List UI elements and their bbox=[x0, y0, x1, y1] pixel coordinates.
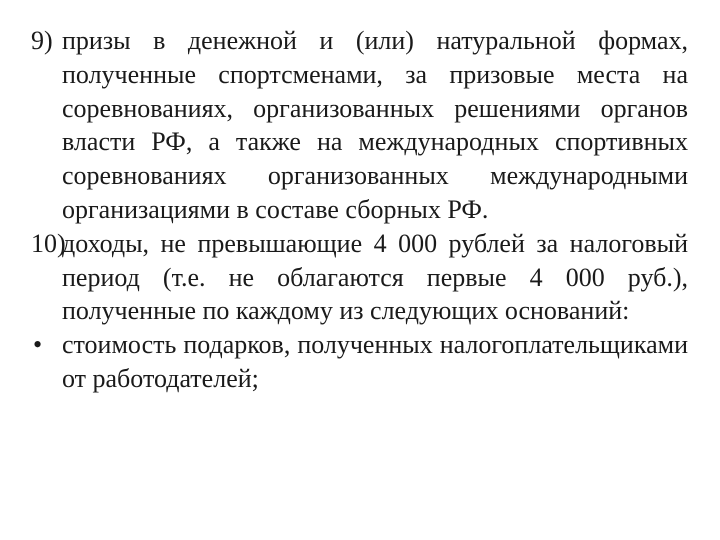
list-item-9-text: призы в денежной и (или) натуральной формах, полученные спортсменами, за призовые места на соревнованиях, организованных решениями органов власти РФ, а также на международных спортивных соревнованиях организованных международными организациями в составе сборных РФ. bbox=[62, 26, 688, 224]
bullet-item bbox=[0, 328, 720, 396]
list-item-10-text: доходы, не превышающие 4 000 рублей за налоговый период (т.е. не облагаются первые 4 000 руб.), полученные по каждому из следующих оснований: bbox=[62, 228, 688, 326]
list-number-10: 10) bbox=[31, 228, 66, 258]
list-number-9: 9) bbox=[31, 26, 53, 55]
text-body bbox=[0, 24, 720, 396]
list-item-9 bbox=[0, 24, 720, 227]
list-item-10 bbox=[0, 227, 720, 328]
bullet-item-text: стоимость подарков, полученных налогоплательщиками от работодателей; bbox=[62, 330, 688, 393]
bullet-icon: • bbox=[33, 330, 43, 360]
